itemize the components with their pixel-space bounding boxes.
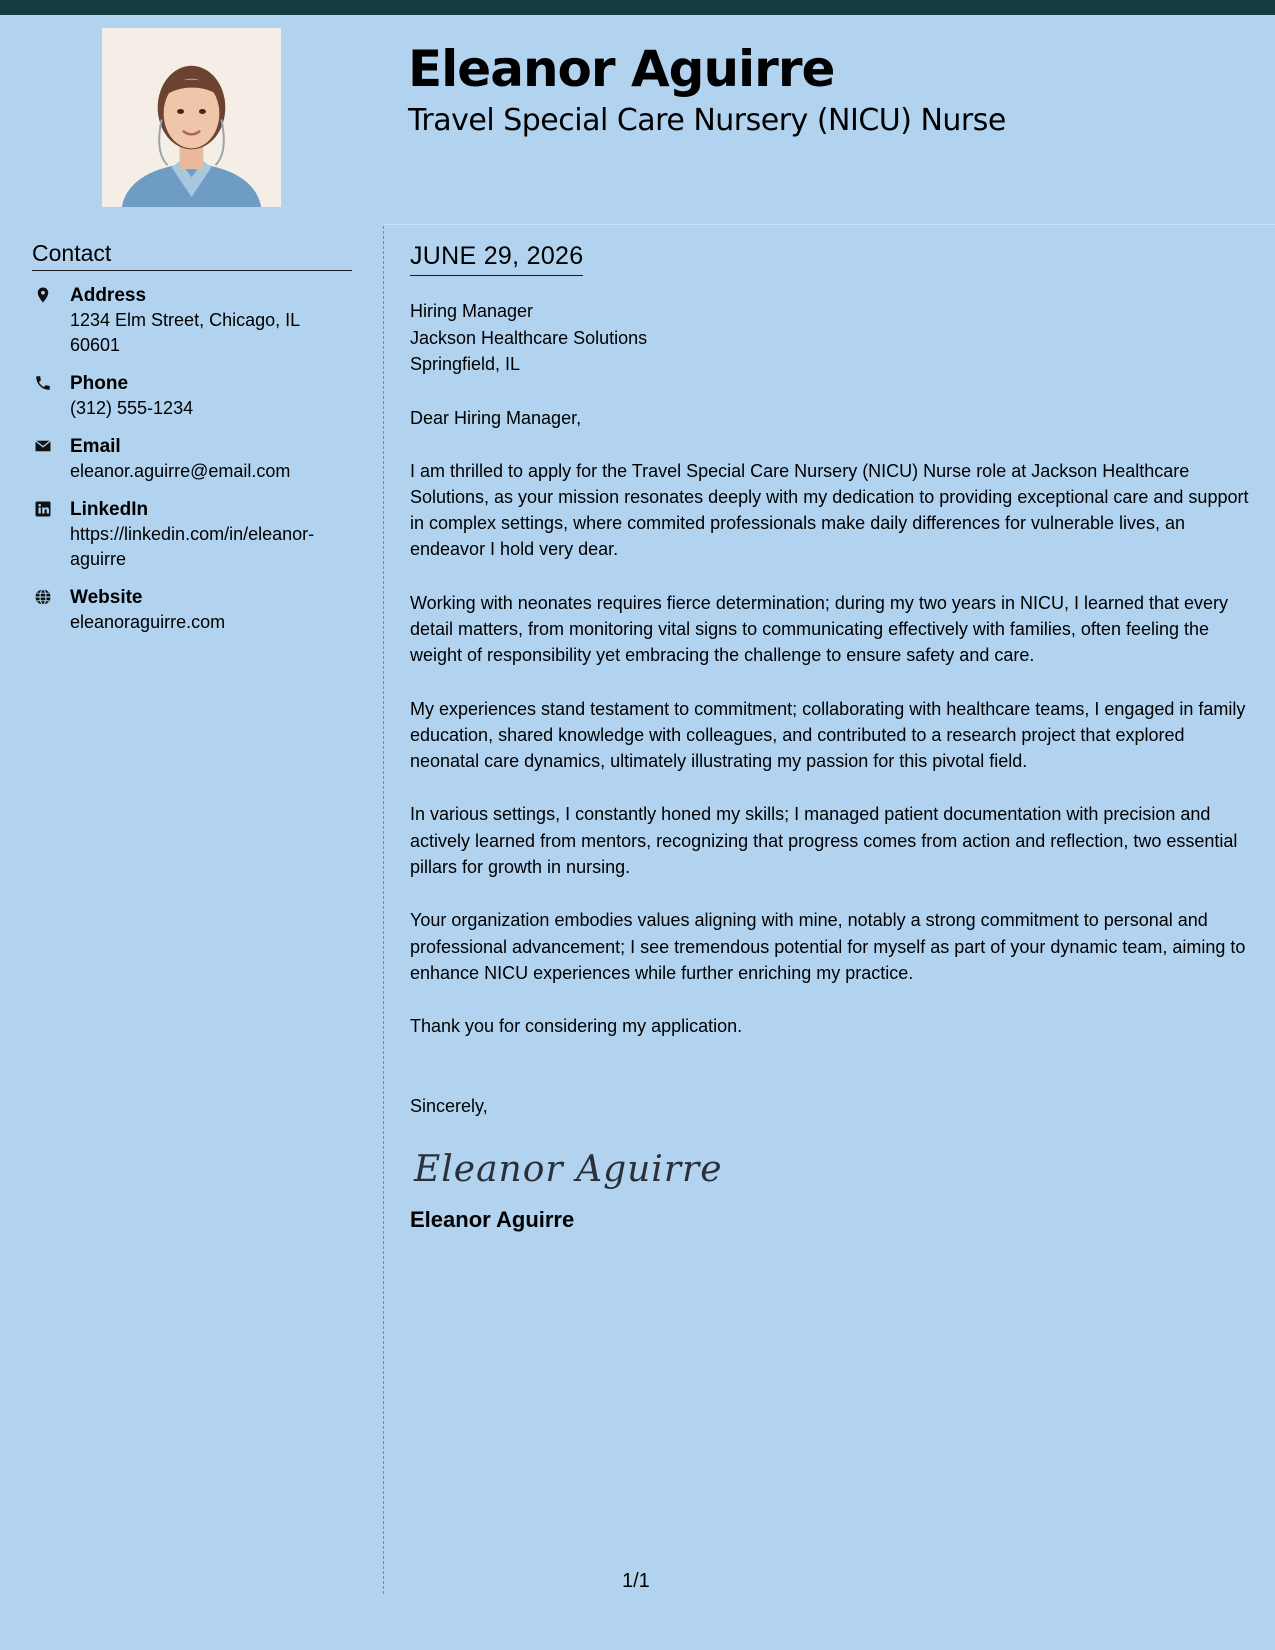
candidate-name: Eleanor Aguirre	[408, 40, 835, 98]
page-number: 1/1	[622, 1570, 650, 1592]
contact-list	[32, 283, 352, 635]
map-pin-icon	[32, 283, 70, 358]
recipient-block	[410, 298, 1255, 378]
letter-paragraph: In various settings, I constantly honed my skills; I managed patient documentation with precision and actively learned from mentors, recognizing that progress comes from action and reflection, two essential pillars for growth in nursing.	[410, 804, 1238, 878]
linkedin-value[interactable]: https://linkedin.com/in/eleanor-aguirre	[70, 524, 315, 569]
website-value[interactable]: eleanoraguirre.com	[70, 612, 226, 632]
contact-sidebar	[32, 240, 352, 648]
email-value[interactable]: eleanor.aguirre@email.com	[70, 461, 291, 481]
salutation: Dear Hiring Manager,	[410, 407, 582, 428]
letter-paragraph: Your organization embodies values aligning with mine, notably a strong commitment to personal and professional advancement; I see tremendous potential for myself as part of your dynamic team, aiming to enhance NICU experiences while further enriching my practice.	[410, 910, 1246, 983]
phone-value[interactable]: (312) 555-1234	[70, 398, 194, 418]
contact-item-linkedin	[32, 497, 352, 572]
contact-label: Email	[70, 436, 121, 457]
letter-paragraph: My experiences stand testament to commitment; collaborating with healthcare teams, I engaged in family education, shared knowledge with colleagues, and contributed to a research project that explored neonatal care dynamics, ultimately illustrating my passion for this pivotal field.	[410, 698, 1246, 772]
contact-label: LinkedIn	[70, 499, 149, 520]
recipient-location: Springfield, IL	[410, 354, 521, 374]
linkedin-icon	[32, 497, 70, 572]
address-value: 1234 Elm Street, Chicago, IL 60601	[70, 310, 300, 355]
contact-heading: Contact	[32, 240, 352, 271]
letter-paragraph: Thank you for considering my application.	[410, 1016, 743, 1037]
contact-item-address	[32, 283, 352, 358]
letter-date: JUNE 29, 2026	[410, 242, 583, 276]
profile-photo	[102, 28, 281, 207]
contact-label: Phone	[70, 373, 129, 394]
closing: Sincerely,	[410, 1095, 488, 1116]
signature-text: Eleanor Aguirre	[414, 1148, 723, 1190]
recipient-name: Hiring Manager	[410, 301, 534, 321]
column-divider	[383, 226, 384, 1594]
contact-item-phone	[32, 371, 352, 421]
recipient-company: Jackson Healthcare Solutions	[410, 327, 648, 348]
globe-icon	[32, 585, 70, 635]
letter-paragraph: Working with neonates requires fierce determination; during my two years in NICU, I learned that every detail matters, from monitoring vital signs to communicating effectively with families, often feeling the weight of responsibility yet embracing the challenge to ensure safety and care.	[410, 592, 1229, 666]
profile-photo-image	[102, 28, 281, 207]
job-title: Travel Special Care Nursery (NICU) Nurse	[408, 103, 1006, 138]
handwritten-signature	[410, 1139, 1255, 1199]
contact-item-website	[32, 585, 352, 635]
letter-paragraph: I am thrilled to apply for the Travel Special Care Nursery (NICU) Nurse role at Jackson Healthcare Solutions, as your mission resonates deeply with my dedication to providing exceptional care and support in complex settings, where commited professionals make daily differences for vulnerable lives, an endeavor I hold very dear.	[410, 460, 1249, 560]
top-accent-bar	[0, 0, 1275, 15]
signed-name: Eleanor Aguirre	[410, 1206, 575, 1232]
contact-label: Website	[70, 587, 143, 608]
contact-label: Address	[70, 285, 147, 306]
phone-icon	[32, 371, 70, 421]
contact-item-email	[32, 434, 352, 484]
letter-body	[410, 242, 1255, 1233]
header-divider	[384, 224, 1275, 225]
envelope-icon	[32, 434, 70, 484]
